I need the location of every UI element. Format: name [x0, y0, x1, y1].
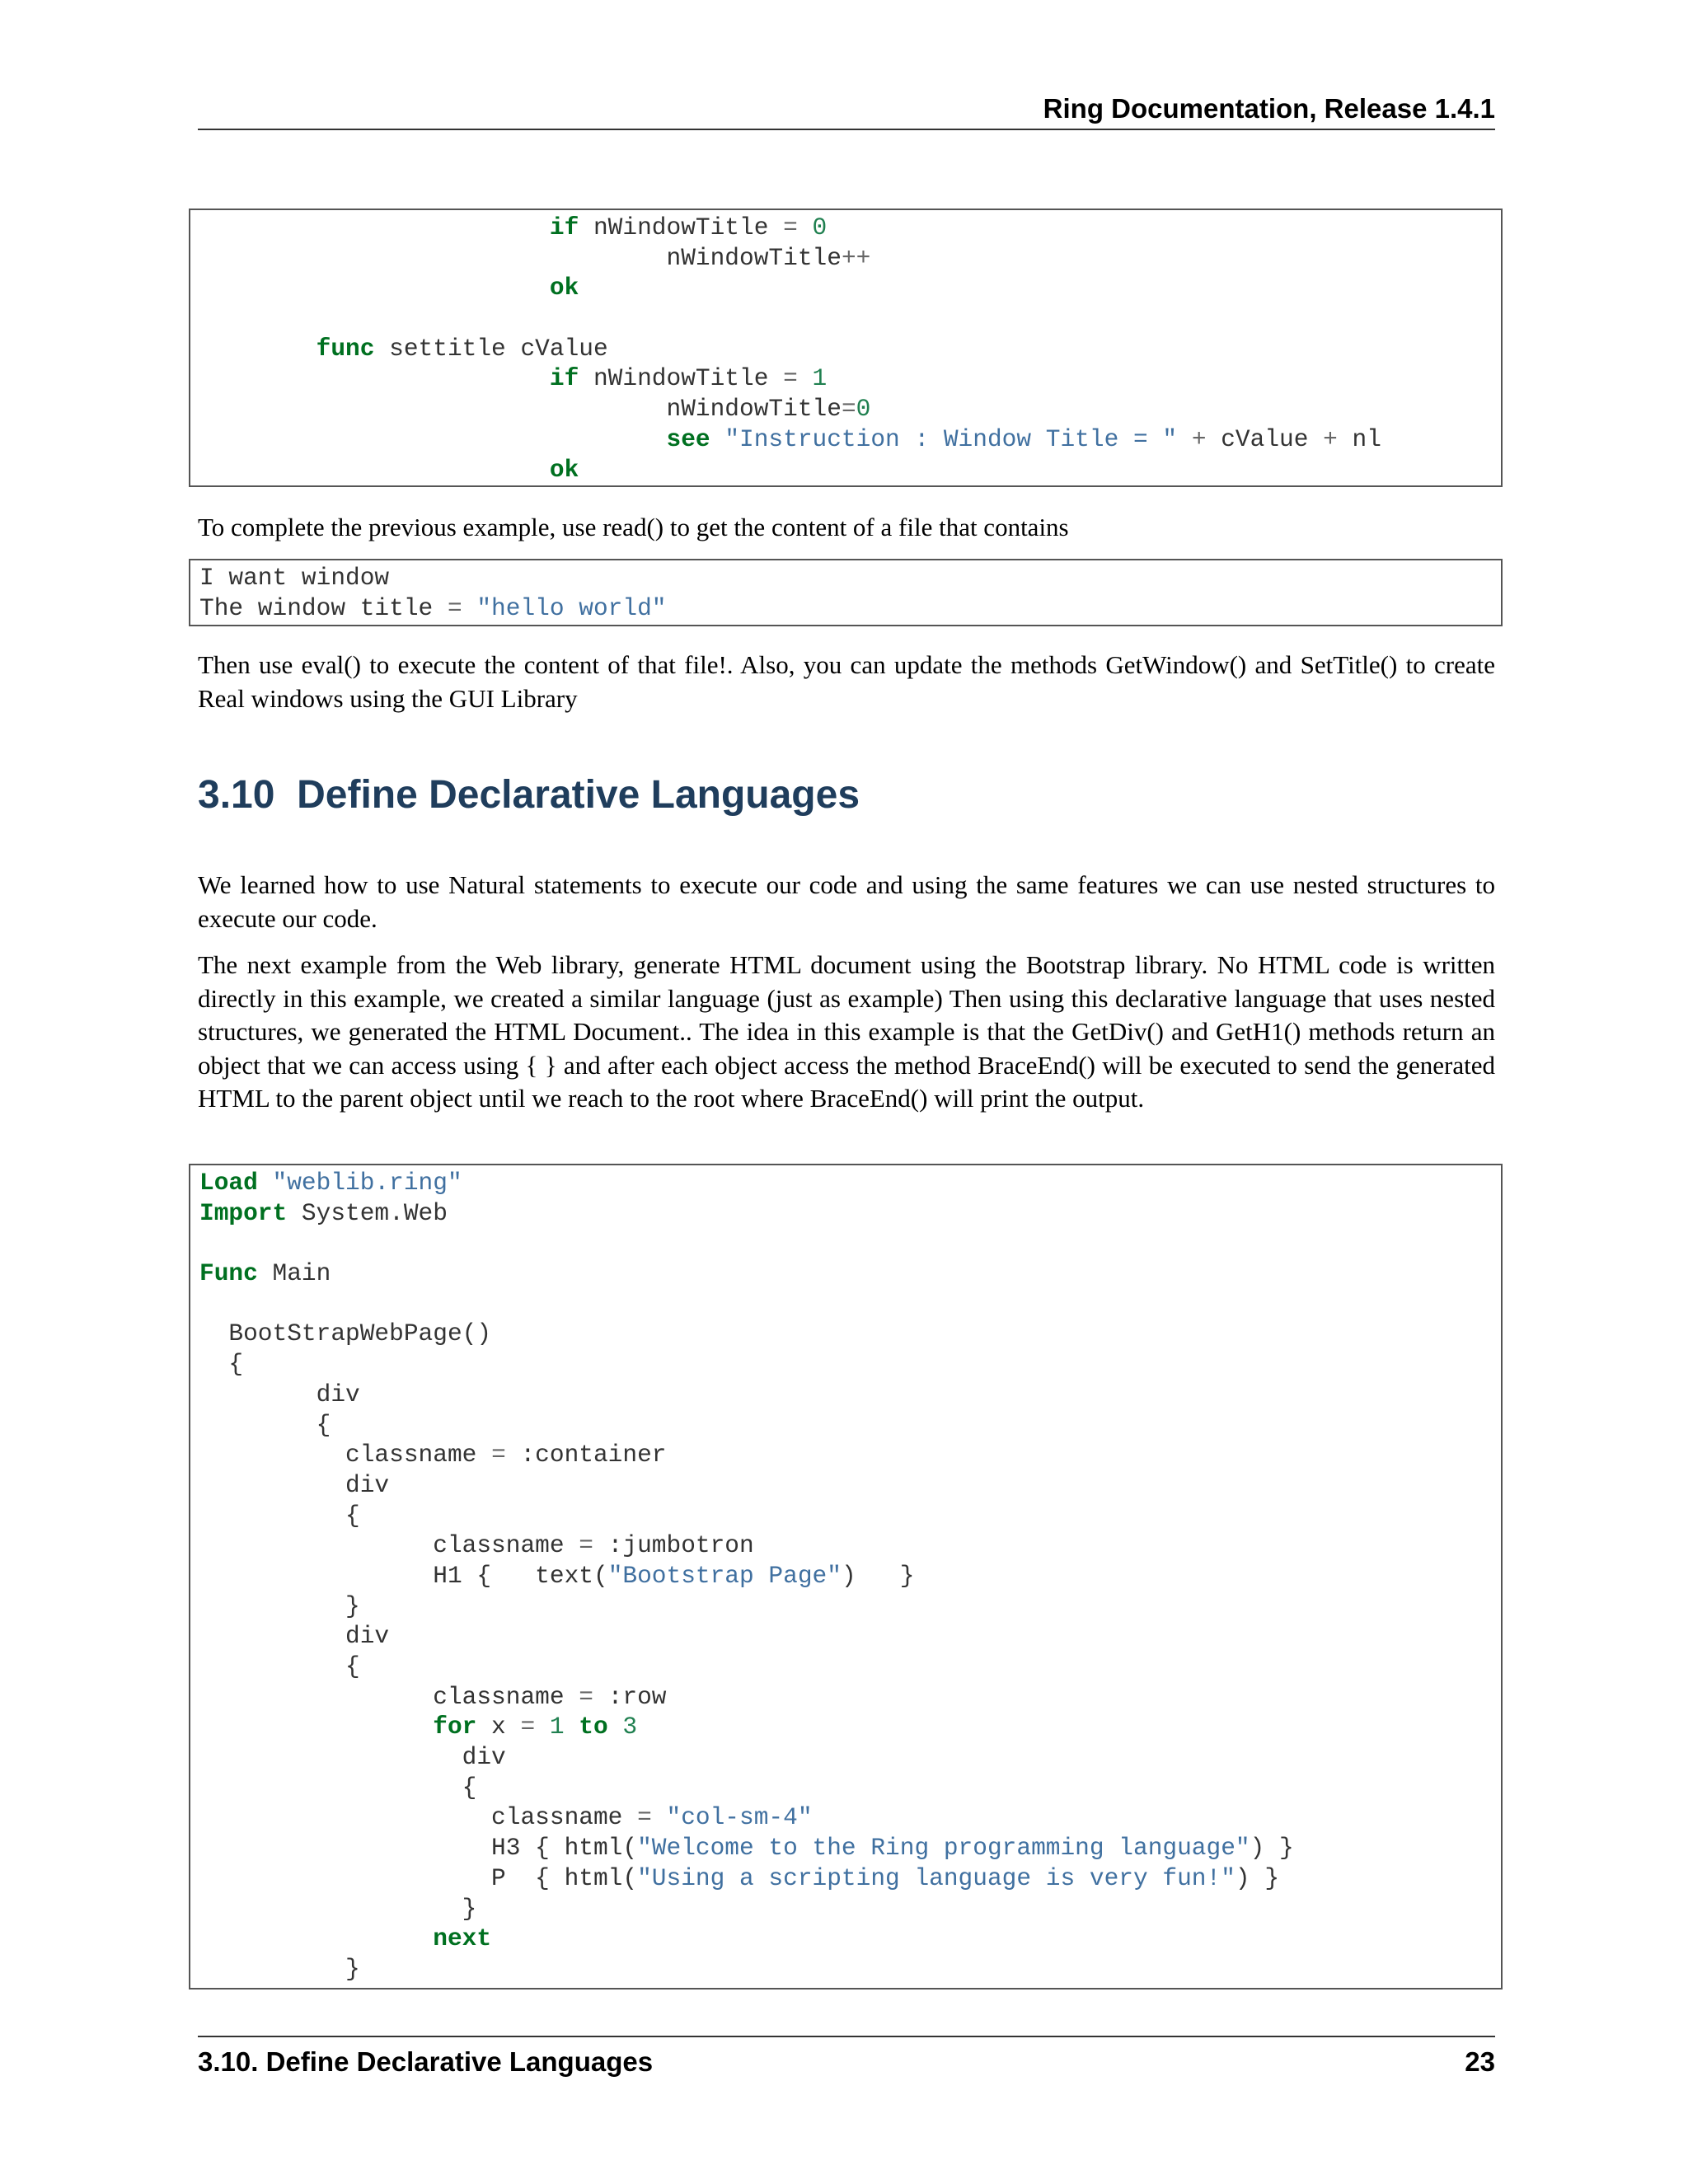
code-token: =: [520, 1713, 536, 1741]
code-token: {: [199, 1350, 244, 1379]
section-title: Define Declarative Languages: [297, 773, 860, 817]
code-token: see: [666, 424, 710, 453]
code-token: [199, 1924, 433, 1952]
code-token: [535, 1713, 550, 1741]
code-token: {: [199, 1501, 360, 1530]
code-token: :row: [593, 1682, 667, 1711]
code-token: [199, 213, 550, 241]
code-token: [199, 1713, 433, 1741]
code-token: =: [637, 1803, 652, 1832]
doc-title: Ring Documentation, Release 1.4.1: [1043, 93, 1495, 124]
code-token: classname: [199, 1441, 492, 1469]
page-number: 23: [1465, 2046, 1495, 2077]
code-token: [1177, 425, 1192, 453]
code-token: Load: [199, 1169, 258, 1197]
paragraph-natural-statements: We learned how to use Natural statements to execute our code and using the same features we can use nested structures to execute our code.: [198, 870, 1495, 933]
page-footer: [198, 2036, 1495, 2079]
code-token: Func: [199, 1259, 258, 1288]
code-line: [199, 273, 1492, 303]
code-line: [199, 455, 1492, 485]
code-token: {: [199, 1410, 331, 1439]
code-token: div: [199, 1470, 390, 1499]
code-line: [199, 303, 1492, 334]
code-token: System.Web: [287, 1198, 448, 1227]
code-line: [199, 1380, 1492, 1410]
code-block-settitle: [189, 209, 1503, 487]
code-token: {: [199, 1773, 477, 1802]
code-token: [798, 364, 813, 392]
code-line: [199, 1440, 1492, 1470]
code-line: [199, 1228, 1492, 1258]
code-token: :jumbotron: [593, 1531, 754, 1560]
code-token: =: [447, 593, 462, 622]
code-token: =: [579, 1531, 593, 1560]
code-token: 3: [622, 1713, 638, 1741]
code-token: }: [199, 1954, 360, 1983]
code-line: [199, 1742, 1492, 1773]
code-token: :container: [505, 1441, 667, 1469]
code-line: [199, 563, 1492, 593]
code-token: nWindowTitle: [199, 395, 842, 424]
code-token: ++: [841, 243, 871, 272]
code-token: next: [433, 1924, 492, 1953]
code-token: 0: [812, 213, 828, 241]
code-token: 1: [812, 364, 828, 393]
code-token: x: [476, 1713, 521, 1741]
code-token: ok: [549, 274, 579, 302]
code-token: to: [579, 1713, 608, 1741]
code-token: for: [433, 1713, 477, 1741]
code-line: [199, 1802, 1492, 1833]
paragraph-eval: Then use eval() to execute the content of that file!. Also, you can update the methods GetWindow() and SetTitle() to create Real windows using the GUI Library: [198, 650, 1495, 713]
code-token: [710, 425, 725, 453]
code-token: [199, 425, 667, 453]
code-line: [199, 394, 1492, 424]
code-token: I want window: [199, 564, 390, 592]
code-line: [199, 424, 1492, 455]
code-token: nl: [1337, 424, 1381, 453]
paragraph-web-library: The next example from the Web library, generate HTML document using the Bootstrap library. No HTML code is written directly in this example, we created a similar language (just as example) Then using this declarative language that uses nested structures, we generated the HTML Document.. The idea in this example is that the GetDiv() and GetH1() methods return an object that we can access using { } and after each object access the method BraceEnd() will be executed to send the generated HTML to the parent object until we reach to the root where BraceEnd() will print the output.: [198, 950, 1495, 1113]
code-line: [199, 1530, 1492, 1561]
code-token: ) }: [1250, 1834, 1294, 1863]
code-token: settitle cValue: [374, 334, 608, 363]
code-token: +: [1191, 424, 1207, 453]
section-number: 3.10: [198, 773, 275, 817]
code-token: "col-sm-4": [666, 1803, 813, 1832]
code-line: [199, 1258, 1492, 1289]
code-line: [199, 1682, 1492, 1713]
code-token: The window title: [199, 593, 448, 622]
code-line: [199, 213, 1492, 243]
code-token: "Using a scripting language is very fun!": [637, 1863, 1236, 1892]
code-line: [199, 593, 1492, 624]
code-token: func: [316, 334, 375, 363]
code-token: =: [579, 1682, 593, 1711]
code-block-bootstrap: [189, 1164, 1503, 1990]
code-token: nWindowTitle: [199, 243, 842, 272]
code-token: nWindowTitle: [579, 364, 784, 393]
code-token: =: [491, 1441, 506, 1469]
code-line: [199, 1652, 1492, 1682]
code-token: +: [1323, 424, 1338, 453]
code-token: "hello world": [476, 593, 667, 622]
paragraph-read-file: To complete the previous example, use read() to get the content of a file that contains: [198, 513, 1069, 541]
code-token: "Welcome to the Ring programming language": [637, 1834, 1250, 1863]
code-line: [199, 1591, 1492, 1622]
code-line: [199, 1561, 1492, 1591]
code-token: [199, 274, 550, 302]
code-token: BootStrapWebPage(): [199, 1319, 492, 1348]
code-token: }: [199, 1591, 360, 1620]
code-token: [462, 594, 477, 622]
section-heading: [198, 771, 860, 820]
code-token: Main: [257, 1259, 331, 1288]
code-token: div: [199, 1380, 360, 1408]
code-line: [199, 1773, 1492, 1803]
code-line: [199, 1501, 1492, 1531]
code-token: =: [841, 395, 856, 424]
code-token: if: [549, 364, 579, 393]
code-token: P { html(: [199, 1863, 638, 1892]
code-line: [199, 1954, 1492, 1985]
code-line: [199, 1410, 1492, 1441]
code-token: [199, 335, 316, 363]
code-token: H1 { text(: [199, 1561, 608, 1590]
code-line: [199, 243, 1492, 274]
code-token: [798, 213, 813, 241]
code-token: Import: [199, 1198, 288, 1227]
code-token: [652, 1803, 667, 1831]
code-token: cValue: [1206, 424, 1324, 453]
code-token: =: [783, 364, 798, 393]
code-token: classname: [199, 1803, 638, 1832]
code-line: [199, 363, 1492, 394]
code-token: H3 { html(: [199, 1834, 638, 1863]
code-block-window-file: [189, 559, 1503, 626]
code-token: 0: [856, 395, 871, 424]
code-token: div: [199, 1743, 506, 1772]
code-token: div: [199, 1622, 390, 1651]
code-line: [199, 1833, 1492, 1863]
code-line: [199, 1894, 1492, 1924]
code-token: if: [549, 213, 579, 241]
code-token: }: [199, 1894, 477, 1923]
code-line: [199, 1621, 1492, 1652]
code-token: "weblib.ring": [272, 1169, 462, 1197]
code-line: [199, 1470, 1492, 1501]
code-token: nWindowTitle: [579, 213, 784, 241]
page-header: [198, 89, 1495, 130]
code-token: [199, 456, 550, 484]
code-token: 1: [549, 1713, 565, 1741]
code-token: classname: [199, 1682, 579, 1711]
code-line: [199, 1168, 1492, 1198]
code-token: [565, 1713, 579, 1741]
code-token: "Bootstrap Page": [607, 1561, 842, 1590]
code-token: [608, 1713, 623, 1741]
code-line: [199, 1349, 1492, 1380]
code-token: "Instruction : Window Title = ": [724, 424, 1178, 453]
code-line: [199, 1289, 1492, 1319]
code-line: [199, 1319, 1492, 1349]
code-line: [199, 1198, 1492, 1229]
code-line: [199, 1712, 1492, 1742]
code-token: ) }: [841, 1561, 915, 1590]
code-token: =: [783, 213, 798, 241]
code-token: classname: [199, 1531, 579, 1560]
code-token: ok: [549, 455, 579, 484]
code-token: ) }: [1235, 1863, 1280, 1892]
code-line: [199, 334, 1492, 364]
code-line: [199, 1863, 1492, 1894]
code-token: [258, 1169, 273, 1197]
footer-section: 3.10. Define Declarative Languages: [198, 2046, 654, 2077]
code-line: [199, 1924, 1492, 1954]
code-token: {: [199, 1652, 360, 1680]
code-token: [199, 364, 550, 392]
